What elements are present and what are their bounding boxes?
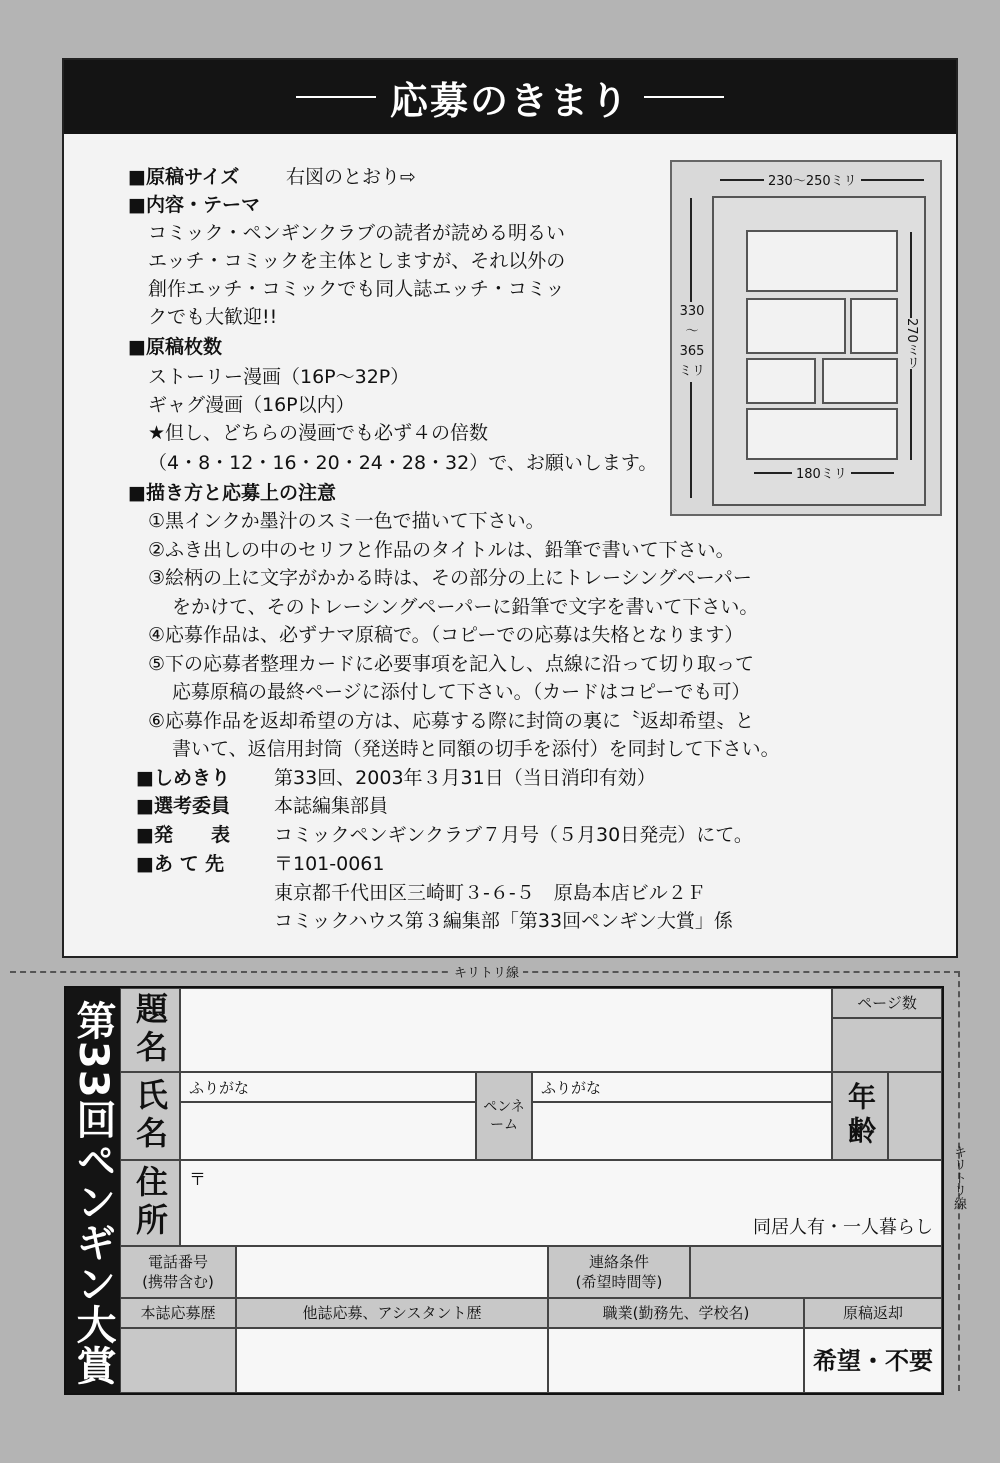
other-history-field[interactable]: [236, 1328, 548, 1393]
size-diagram: [670, 160, 942, 516]
height-label-line: ミリ: [678, 364, 705, 379]
cohabit-label: 同居人有・一人暮らし: [753, 1217, 933, 1238]
inner-height-label: 270ミリ: [904, 318, 919, 369]
theme-line: エッチ・コミックを主体としますが、それ以外の: [148, 250, 566, 272]
title-dash-right: [644, 96, 724, 98]
contact-field[interactable]: [690, 1246, 942, 1298]
contact-label: 連絡条件 (希望時間等): [548, 1246, 690, 1298]
occupation-label: 職業(勤務先、学校名): [548, 1298, 804, 1328]
penname-furigana-field[interactable]: ふりがな: [532, 1072, 832, 1102]
size-text: 右図のとおり⇨: [286, 166, 416, 188]
title-field[interactable]: [180, 988, 832, 1072]
rules-panel: [62, 58, 958, 958]
rules-title: 応募のきまり: [389, 78, 630, 123]
age-field[interactable]: [888, 1072, 942, 1160]
page-count-label: ページ数: [832, 988, 942, 1018]
cut-label-vertical: キリトリ線: [951, 1145, 966, 1210]
cut-label: キリトリ線: [450, 962, 523, 981]
phone-label: 電話番号 (携帯含む): [120, 1246, 236, 1298]
phone-field[interactable]: [236, 1246, 548, 1298]
age-label: 年齢: [832, 1072, 888, 1160]
address-line: 〒101-0061: [274, 853, 385, 875]
occupation-field[interactable]: [548, 1328, 804, 1393]
notes-line: 書いて、返信用封筒（発送時と同額の切手を添付）を同封して下さい。: [172, 738, 780, 760]
manga-panel: [822, 358, 898, 404]
inner-width-label: 180ミリ: [792, 463, 851, 482]
pages-line: ★但し、どちらの漫画でも必ず４の倍数: [148, 422, 489, 444]
rules-header: [64, 60, 956, 134]
page-count-field[interactable]: [832, 1018, 942, 1072]
notes-line: ⑥応募作品を返却希望の方は、応募する際に封筒の裏に〝返却希望〟と: [148, 710, 755, 732]
form-side-title: 第33回ペンギン大賞: [70, 1000, 116, 1386]
pages-line: （4・8・12・16・20・24・28・32）で、お願いします。: [148, 452, 658, 474]
judges-head: ■選考委員: [136, 795, 230, 817]
height-label-line: 365: [679, 344, 705, 359]
judges-text: 本誌編集部員: [274, 795, 389, 817]
address-head: ■あ て 先: [136, 853, 225, 875]
manga-panel: [746, 230, 898, 292]
notes-line: ②ふき出しの中のセリフと作品のタイトルは、鉛筆で書いて下さい。: [148, 539, 735, 561]
manga-panel: [746, 298, 846, 354]
name-field[interactable]: [180, 1102, 476, 1160]
pages-line: ギャグ漫画（16P以内）: [148, 394, 355, 416]
theme-line: クでも大歓迎!!: [148, 306, 278, 328]
return-label: 原稿返却: [804, 1298, 942, 1328]
manga-panel: [746, 408, 898, 460]
title-label: 題名: [120, 988, 180, 1072]
postal-mark: 〒: [189, 1170, 206, 1190]
theme-head: ■内容・テーマ: [128, 194, 260, 216]
height-label: [674, 302, 710, 382]
title-dash-left: [296, 96, 376, 98]
notes-line: ①黒インクか墨汁のスミ一色で描いて下さい。: [148, 510, 545, 532]
address-line: コミックハウス第３編集部「第33回ペンギン大賞」係: [274, 910, 733, 932]
manga-panel: [746, 358, 816, 404]
notes-line: 応募原稿の最終ページに添付して下さい。（カードはコピーでも可）: [172, 681, 751, 703]
history-field[interactable]: [120, 1328, 236, 1393]
pages-head: ■原稿枚数: [128, 336, 222, 358]
entry-card: [64, 986, 944, 1395]
rules-title-wrap: [64, 60, 956, 134]
history-label: 本誌応募歴: [120, 1298, 236, 1328]
other-history-label: 他誌応募、アシスタント歴: [236, 1298, 548, 1328]
pages-line: ストーリー漫画（16P〜32P）: [148, 366, 410, 388]
announce-text: コミックペンギンクラブ７月号（５月30日発売）にて。: [274, 824, 753, 846]
width-label: 230〜250ミリ: [764, 170, 861, 189]
penname-label: ペンネーム: [476, 1072, 532, 1160]
form-side-bar: [66, 988, 120, 1393]
name-label: 氏名: [120, 1072, 180, 1160]
deadline-text: 第33回、2003年３月31日（当日消印有効）: [274, 767, 656, 789]
notes-line: ⑤下の応募者整理カードに必要事項を記入し、点線に沿って切り取って: [148, 653, 755, 675]
furigana-field[interactable]: ふりがな: [180, 1072, 476, 1102]
theme-line: コミック・ペンギンクラブの読者が読める明るい: [148, 222, 566, 244]
size-head: ■原稿サイズ: [128, 166, 240, 188]
page-outline: [712, 196, 926, 506]
notes-line: ③絵柄の上に文字がかかる時は、その部分の上にトレーシングペーパー: [148, 567, 752, 589]
manga-panel: [850, 298, 898, 354]
address-field[interactable]: [180, 1160, 942, 1246]
return-choice[interactable]: 希望・不要: [804, 1328, 942, 1393]
notes-head: ■描き方と応募上の注意: [128, 482, 336, 504]
theme-line: 創作エッチ・コミックでも同人誌エッチ・コミッ: [148, 278, 565, 300]
announce-head: ■発 表: [136, 824, 230, 846]
address-line: 東京都千代田区三崎町３-６-５ 原島本店ビル２Ｆ: [274, 882, 706, 904]
address-label: 住所: [120, 1160, 180, 1246]
height-label-line: 330: [679, 304, 705, 319]
height-label-line: 〜: [685, 324, 699, 339]
notes-line: をかけて、そのトレーシングペーパーに鉛筆で文字を書いて下さい。: [172, 596, 759, 618]
deadline-head: ■しめきり: [136, 767, 230, 789]
notes-line: ④応募作品は、必ずナマ原稿で。（コピーでの応募は失格となります）: [148, 624, 744, 646]
penname-field[interactable]: [532, 1102, 832, 1160]
